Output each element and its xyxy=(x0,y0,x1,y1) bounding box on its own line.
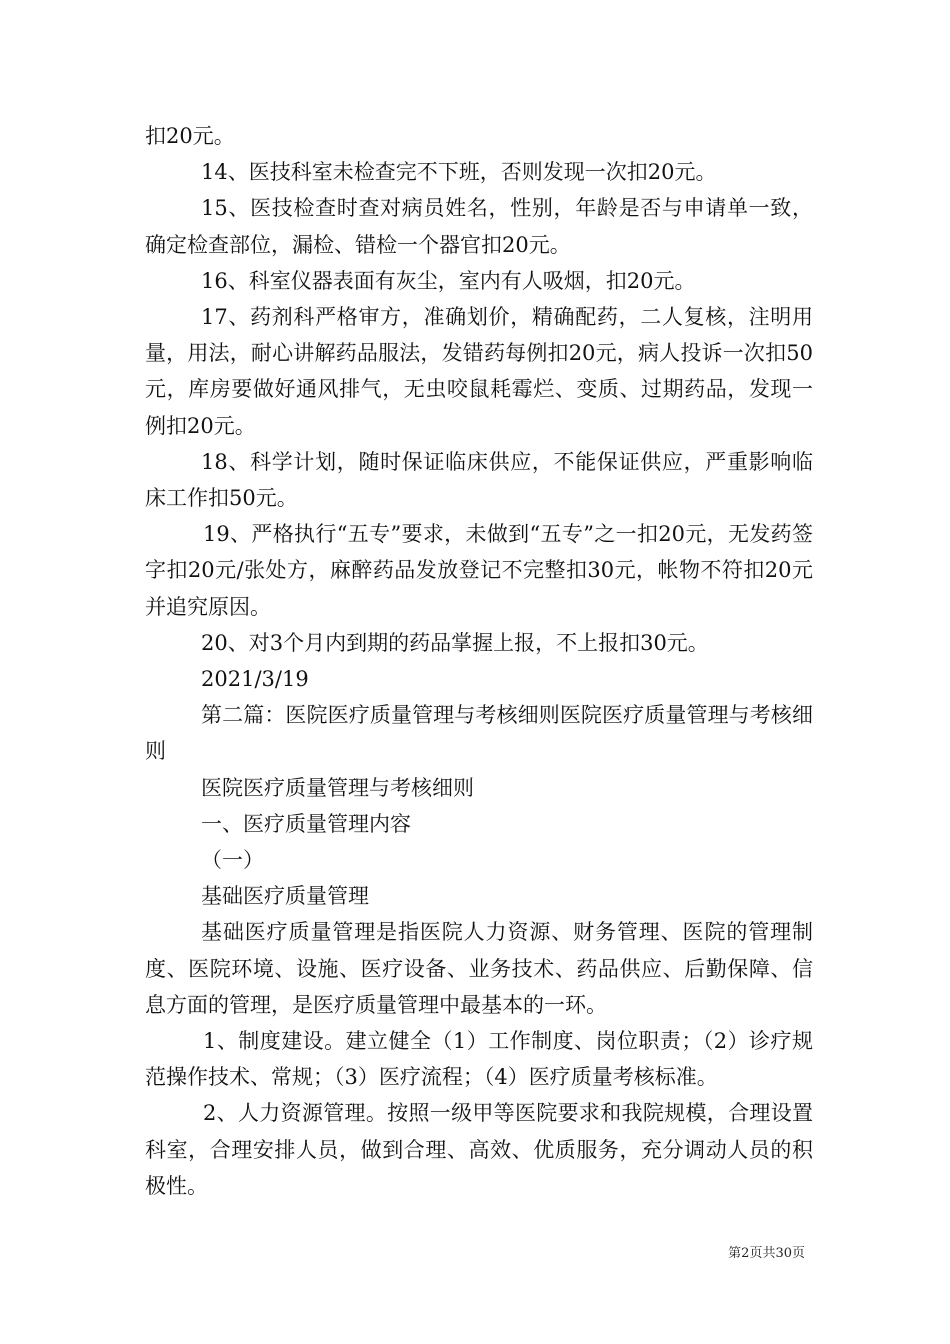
paragraph-item-15: 15、医技检查时查对病员姓名，性别，年龄是否与申请单一致，确定检查部位，漏检、错检一个器官扣20元。 xyxy=(145,196,813,257)
document-subtitle: 医院医疗质量管理与考核细则 xyxy=(201,775,474,800)
paragraph-item-19: 19、严格执行“五专”要求，未做到“五专”之一扣20元，无发药签字扣20元/张处方，麻醉药品发放登记不完整扣30元，帐物不符扣20元并追究原因。 xyxy=(145,522,813,619)
document-body xyxy=(145,118,813,1204)
paragraph-continuation: 扣20元。 xyxy=(145,124,235,148)
subsection-heading: 基础医疗质量管理 xyxy=(201,884,369,909)
paragraph-item-20: 20、对3个月内到期的药品掌握上报，不上报扣30元。 xyxy=(201,630,709,655)
page-number-footer: 第2页共30页 xyxy=(728,1246,805,1261)
section-heading-one: 一、医疗质量管理内容 xyxy=(201,811,411,836)
paragraph-item-14: 14、医技科室未检查完不下班，否则发现一次扣20元。 xyxy=(201,160,717,185)
paragraph-basic-quality: 基础医疗质量管理是指医院人力资源、财务管理、医院的管理制度、医院环境、设施、医疗设备、业务技术、药品供应、后勤保障、信息方面的管理，是医疗质量管理中最基本的一环。 xyxy=(145,920,813,1017)
paragraph-item-17: 17、药剂科严格审方，准确划价，精确配药，二人复核，注明用量，用法，耐心讲解药品服法，发错药每例扣20元，病人投诉一次扣50元，库房要做好通风排气，无虫咬鼠耗霉烂、变质、过期药品，发现一例扣20元。 xyxy=(145,305,813,438)
paragraph-item-18: 18、科学计划，随时保证临床供应，不能保证供应，严重影响临床工作扣50元。 xyxy=(145,449,813,511)
paragraph-item-1: 1、制度建设。建立健全（1）工作制度、岗位职责；（2）诊疗规范操作技术、常规；（3）医疗流程；（4）医疗质量考核标准。 xyxy=(145,1029,813,1090)
section-heading-part-two: 第二篇：医院医疗质量管理与考核细则医院医疗质量管理与考核细则 xyxy=(145,703,813,764)
subsection-number: （一） xyxy=(201,848,264,873)
paragraph-item-2: 2、人力资源管理。按照一级甲等医院要求和我院规模，合理设置科室，合理安排人员，做到合理、高效、优质服务，充分调动人员的积极性。 xyxy=(145,1101,813,1198)
paragraph-item-16: 16、科室仪器表面有灰尘，室内有人吸烟，扣20元。 xyxy=(201,268,696,293)
date-line: 2021/3/19 xyxy=(201,667,309,692)
